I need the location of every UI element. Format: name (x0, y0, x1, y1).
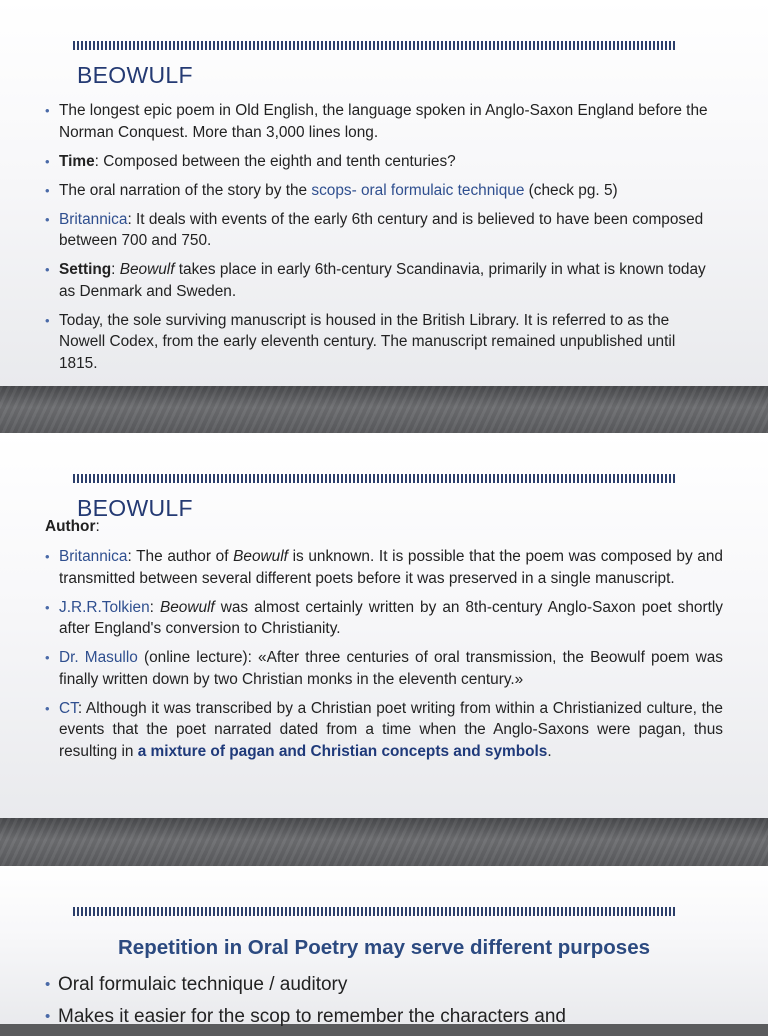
slide-1-bullet-list (45, 100, 717, 382)
list-item: • CT: Although it was transcribed by a Christian poet writing from within a Christianized culture, the events that the poet narrated dated from a time when the Anglo-Saxons were pagan, thus resulting in a mixture of pagan and Christian concepts and symbols. (45, 698, 723, 763)
list-item: • Time: Composed between the eighth and tenth centuries? (45, 151, 717, 173)
list-item: • The oral narration of the story by the scops- oral formulaic technique (check pg. 5) (45, 180, 717, 202)
emphasis-text: a mixture of pagan and Christian concepts and symbols (137, 742, 548, 760)
list-item: • Oral formulaic technique / auditory (45, 972, 725, 998)
list-item: • Britannica: The author of Beowulf is unknown. It is possible that the poem was composed by and transmitted between several different poets before it was preserved in a single manuscript. (45, 546, 723, 589)
slide-2-bullet-list (45, 546, 723, 770)
list-item: • Today, the sole surviving manuscript is housed in the British Library. It is referred to as the Nowell Codex, from the early eleventh century. The manuscript remained unpublished until 1815. (45, 310, 717, 375)
list-item: • Makes it easier for the scop to remember the characters and (45, 1004, 725, 1030)
list-item: • Dr. Masullo (online lecture): «After three centuries of oral transmission, the Beowulf poem was finally written down by two Christian monks in the eleventh century.» (45, 647, 723, 690)
list-item: • J.R.R.Tolkien: Beowulf was almost certainly written by an 8th-century Anglo-Saxon poet shortly after England's conversion to Christianity. (45, 597, 723, 640)
slide-1-title: BEOWULF (77, 62, 193, 88)
slide-2-decorative-rule (73, 474, 676, 483)
slide-3-title: Repetition in Oral Poetry may serve different purposes (117, 936, 650, 959)
list-item: • Setting: Beowulf takes place in early 6th-century Scandinavia, primarily in what is known today as Denmark and Sweden. (45, 259, 717, 302)
slide-2-title: BEOWULF (77, 495, 193, 521)
slide-3-decorative-rule (73, 907, 676, 916)
slide-1-decorative-rule (73, 41, 676, 50)
list-item: • The longest epic poem in Old English, the language spoken in Anglo-Saxon England before the Norman Conquest. More than 3,000 lines long. (45, 100, 717, 143)
list-item: • Britannica: It deals with events of the early 6th century and is believed to have been composed between 700 and 750. (45, 209, 717, 252)
slide-separator-band (0, 386, 768, 433)
slide-3-bullet-list (45, 972, 725, 1036)
slide-separator-band (0, 818, 768, 866)
author-heading: Author: (45, 518, 100, 535)
britannica-link: Britannica (59, 548, 128, 565)
ct-link: CT (59, 699, 78, 717)
britannica-link: Britannica (59, 210, 128, 228)
tolkien-link: J.R.R.Tolkien (59, 598, 150, 616)
scops-link: scops- oral formulaic technique (311, 181, 525, 199)
masullo-link: Dr. Masullo (59, 649, 138, 666)
